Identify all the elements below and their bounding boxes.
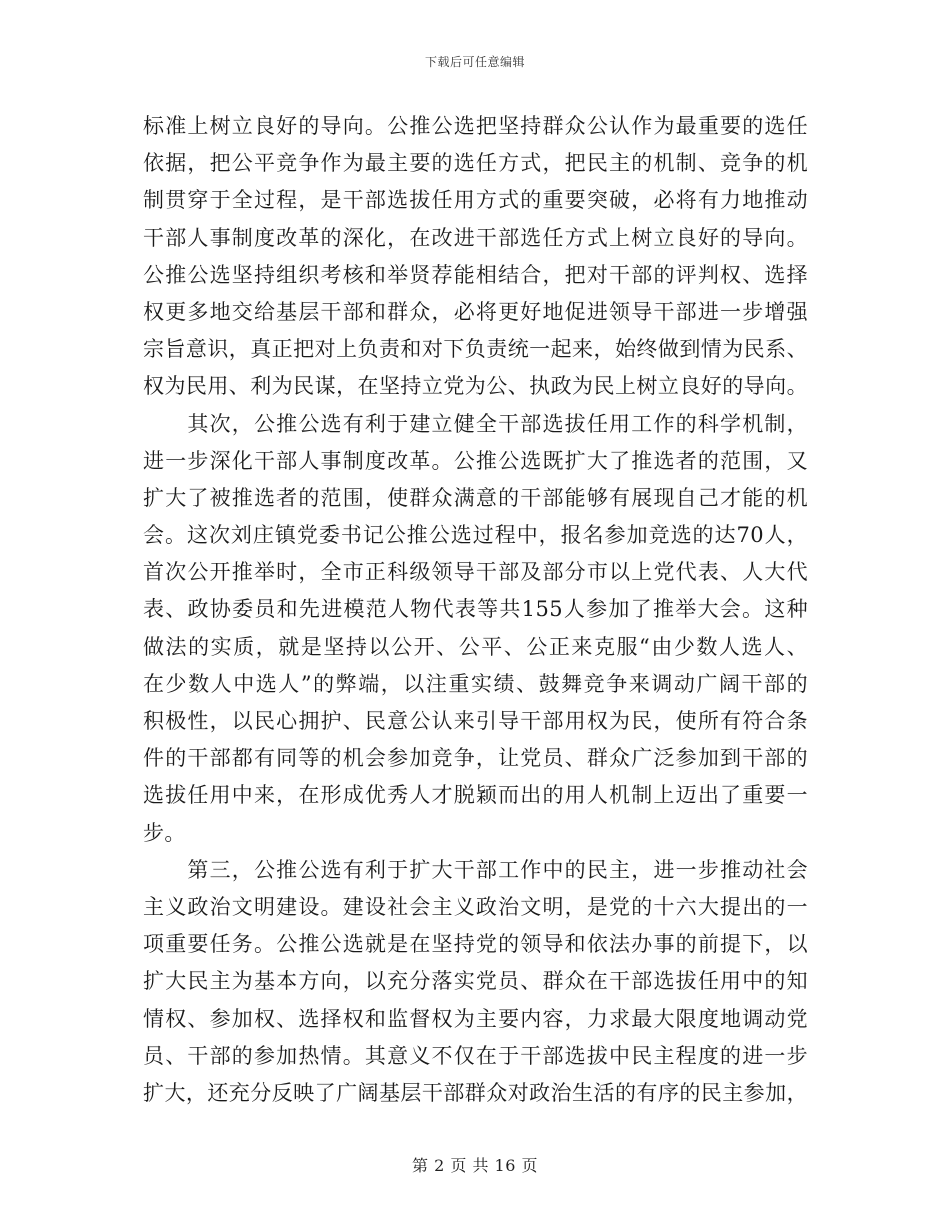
document-body [143,108,808,1112]
page-header: 下载后可任意编辑 [424,55,525,69]
text-line: 积极性，以民心拥护、民意公认来引导干部用权为民，使所有符合条 [143,709,808,733]
text-line: 进一步深化干部人事制度改革。公推公选既扩大了推选者的范围，又 [143,448,808,473]
text-line: 项重要任务。公推公选就是在坚持党的领导和依法办事的前提下，以 [143,932,808,957]
text-line: 干部人事制度改革的深化，在改进干部选任方式上树立良好的导向。 [143,225,808,250]
text-line: 制贯穿于全过程，是干部选拔任用方式的重要突破，必将有力地推动 [143,188,808,213]
text-line: 扩大，还充分反映了广阔基层干部群众对政治生活的有序的民主参加， [143,1080,808,1105]
text-line: 扩大了被推选者的范围，使群众满意的干部能够有展现自己才能的机 [143,485,808,510]
text-line: 主义政治文明建设。建设社会主义政治文明，是党的十六大提出的一 [143,894,808,919]
text-line: 情权、参加权、选择权和监督权为主要内容，力求最大限度地调动党 [143,1006,808,1031]
text-line: 选拔任用中来，在形成优秀人才脱颖而出的用人机制上迈出了重要一 [143,783,808,808]
text-line: 做法的实质，就是坚持以公开、公平、公正来克服“由少数人选人、 [143,634,808,659]
text-line: 会。这次刘庄镇党委书记公推公选过程中，报名参加竞选的达70人， [143,523,808,548]
text-line: 员、干部的参加热情。其意义不仅在于干部选拔中民主程度的进一步 [143,1043,808,1068]
text-line: 扩大民主为基本方向，以充分落实党员、群众在干部选拔任用中的知 [143,969,808,994]
paragraph-start-line: 其次，公推公选有利于建立健全干部选拔任用工作的科学机制， [143,411,808,436]
text-line: 宗旨意识，真正把对上负责和对下负责统一起来，始终做到情为民系、 [143,337,808,362]
text-line: 标准上树立良好的导向。公推公选把坚持群众公认作为最重要的选任 [143,114,808,138]
text-line: 件的干部都有同等的机会参加竞争，让党员、群众广泛参加到干部的 [143,746,808,771]
text-line: 在少数人中选人”的弊端，以注重实绩、鼓舞竞争来调动广阔干部的 [143,671,808,696]
text-line: 公推公选坚持组织考核和举贤荐能相结合，把对干部的评判权、选择 [143,262,808,287]
paragraph-end-line: 步。 [143,820,186,845]
text-line: 权为民用、利为民谋，在坚持立党为公、执政为民上树立良好的导向。 [143,374,808,399]
text-line: 表、政协委员和先进模范人物代表等共155人参加了推举大会。这种 [143,597,808,622]
text-line: 首次公开推举时，全市正科级领导干部及部分市以上党代表、人大代 [143,560,808,585]
text-line: 依据，把公平竞争作为最主要的选任方式，把民主的机制、竞争的机 [143,151,808,176]
page-footer-page-number: 第 2 页 共 16 页 [412,1156,538,1175]
text-line: 权更多地交给基层干部和群众，必将更好地促进领导干部进一步增强 [143,299,808,324]
paragraph-start-line: 第三，公推公选有利于扩大干部工作中的民主，进一步推动社会 [143,857,808,882]
